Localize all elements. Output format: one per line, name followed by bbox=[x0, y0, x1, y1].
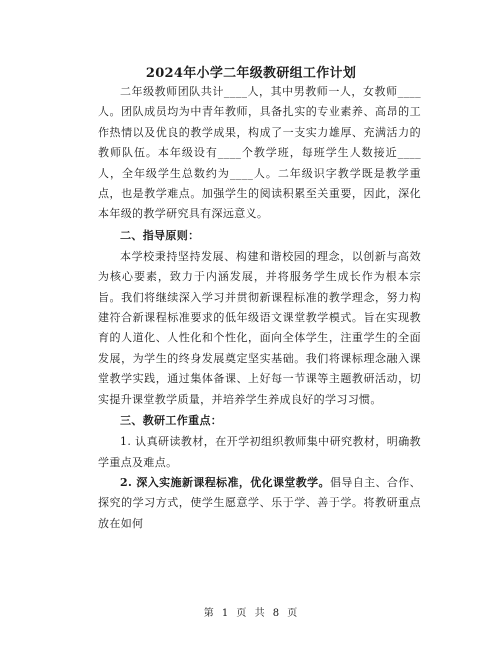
intro-paragraph: 二年级教师团队共计____人，其中男教师一人，女教师____人。团队成员均为中青年教师，具备扎实的专业素养、高昂的工作热情以及优良的教学成果，构成了一支实力雄厚、充满活力的教师队伍。本年级设有____个教学班，每班学生人数接近____人，全年级学生总数约为____人。二年级识字教学既是教学重点，也是教学难点。加强学生的阅读积累至关重要，因此，深化本年级的教学研究具有深远意义。 bbox=[98, 85, 421, 221]
document-title: 2024年小学二年级教研组工作计划 bbox=[145, 66, 357, 81]
guiding-principles-paragraph: 本学校秉持坚持发展、构建和谐校园的理念，以创新与高效为核心要素，致力于内涵发展，并将服务学生成长作为根本宗旨。我们将继续深入学习并贯彻新课程标准的教学理念，努力构建符合新课程标准要求的低年级语文课堂教学模式。旨在实现教育的人道化、人性化和个性化，面向全体学生，注重学生的全面发展，为学生的终身发展奠定坚实基础。我们将课标理念融入课堂教学实践，通过集体备课、上好每一节课等主题教研活动，切实提升课堂教学质量，并培养学生养成良好的学习习惯。 bbox=[98, 249, 421, 406]
focus-item-2-lead: 2. 深入实施新课程标准，优化课堂教学。 bbox=[120, 475, 330, 489]
document-body bbox=[98, 82, 421, 534]
focus-item-1: 1. 认真研读教材，在开学初组织教师集中研究教材，明确教学重点及难点。 bbox=[98, 435, 421, 469]
page-number-footer: 第 1 页 共 8 页 bbox=[203, 608, 299, 619]
section-heading-guiding-principles: 二、指导原则： bbox=[120, 228, 200, 242]
focus-item-2 bbox=[98, 473, 421, 534]
section-heading-research-focus: 三、教研工作重点： bbox=[120, 414, 223, 428]
focus-item-2-body: 倡导自主、合作、探究的学习方式，使学生愿意学、乐于学、善于学。将教研重点放在如何 bbox=[98, 475, 421, 530]
